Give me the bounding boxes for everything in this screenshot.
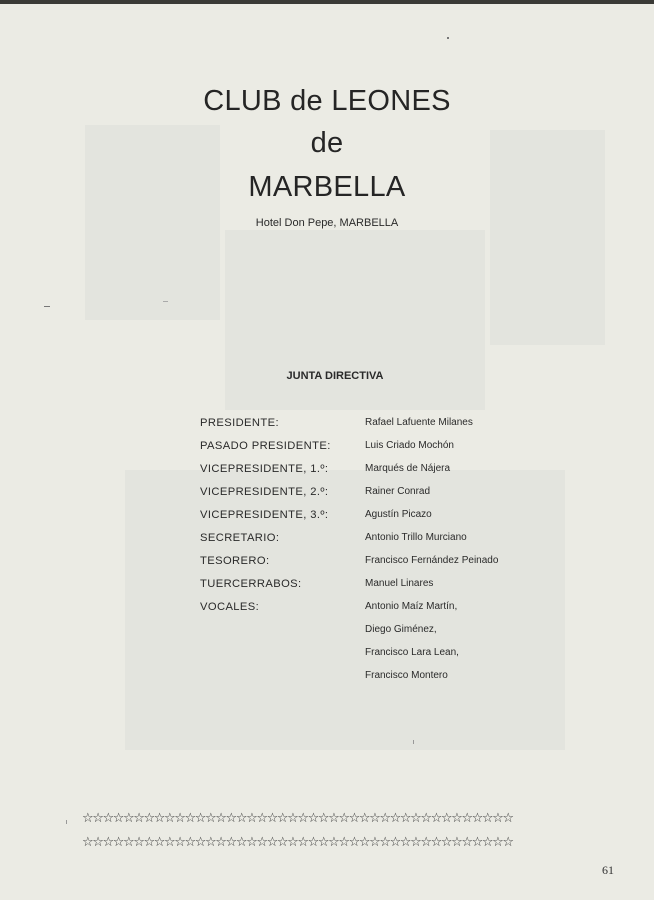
board-member-row bbox=[0, 578, 654, 596]
club-address: Hotel Don Pepe, MARBELLA bbox=[255, 217, 399, 229]
page-number: 61 bbox=[602, 863, 614, 877]
member-name: Francisco Montero bbox=[365, 670, 448, 681]
member-name: Francisco Fernández Peinado bbox=[365, 555, 499, 566]
board-member-row bbox=[0, 647, 654, 665]
member-name: Manuel Linares bbox=[365, 578, 434, 589]
print-speck bbox=[413, 740, 414, 744]
member-name: Rainer Conrad bbox=[365, 486, 431, 497]
board-member-row bbox=[0, 532, 654, 550]
board-member-row bbox=[0, 417, 654, 435]
board-heading: JUNTA DIRECTIVA bbox=[286, 370, 384, 382]
board-member-row bbox=[0, 601, 654, 619]
star-border-top: ☆☆☆☆☆☆☆☆☆☆☆☆☆☆☆☆☆☆☆☆☆☆☆☆☆☆☆☆☆☆☆☆☆☆☆☆☆☆☆☆☆☆ bbox=[82, 812, 513, 826]
member-role: TESORERO: bbox=[200, 555, 270, 567]
member-role: VOCALES: bbox=[200, 601, 260, 613]
show-through-center bbox=[225, 230, 485, 410]
member-role: SECRETARIO: bbox=[200, 532, 280, 544]
board-member-row bbox=[0, 486, 654, 504]
club-city-title: MARBELLA bbox=[248, 171, 406, 203]
club-title: CLUB de LEONES bbox=[203, 85, 451, 117]
board-member-row bbox=[0, 555, 654, 573]
member-name: Antonio Trillo Murciano bbox=[365, 532, 467, 543]
print-speck bbox=[44, 306, 50, 307]
print-speck bbox=[447, 37, 449, 39]
member-name: Rafael Lafuente Milanes bbox=[365, 417, 473, 428]
member-name: Luis Criado Mochón bbox=[365, 440, 454, 451]
board-member-row bbox=[0, 670, 654, 688]
member-role: VICEPRESIDENTE, 3.º: bbox=[200, 509, 329, 521]
star-border-bottom: ☆☆☆☆☆☆☆☆☆☆☆☆☆☆☆☆☆☆☆☆☆☆☆☆☆☆☆☆☆☆☆☆☆☆☆☆☆☆☆☆☆☆ bbox=[82, 836, 513, 850]
board-member-row bbox=[0, 463, 654, 481]
member-role: VICEPRESIDENTE, 2.º: bbox=[200, 486, 329, 498]
page-top-edge bbox=[0, 0, 654, 4]
board-member-row bbox=[0, 509, 654, 527]
member-role: TUERCERRABOS: bbox=[200, 578, 302, 590]
board-member-row bbox=[0, 440, 654, 458]
print-speck bbox=[163, 301, 168, 302]
member-name: Francisco Lara Lean, bbox=[365, 647, 459, 658]
member-role: VICEPRESIDENTE, 1.º: bbox=[200, 463, 329, 475]
member-role: PRESIDENTE: bbox=[200, 417, 279, 429]
member-name: Diego Giménez, bbox=[365, 624, 437, 635]
print-speck bbox=[66, 820, 67, 824]
member-role: PASADO PRESIDENTE: bbox=[200, 440, 331, 452]
show-through-right bbox=[490, 130, 605, 345]
board-member-row bbox=[0, 624, 654, 642]
member-name: Marqués de Nájera bbox=[365, 463, 451, 474]
member-name: Antonio Maíz Martín, bbox=[365, 601, 458, 612]
member-name: Agustín Picazo bbox=[365, 509, 432, 520]
club-title-connector: de bbox=[310, 127, 344, 159]
